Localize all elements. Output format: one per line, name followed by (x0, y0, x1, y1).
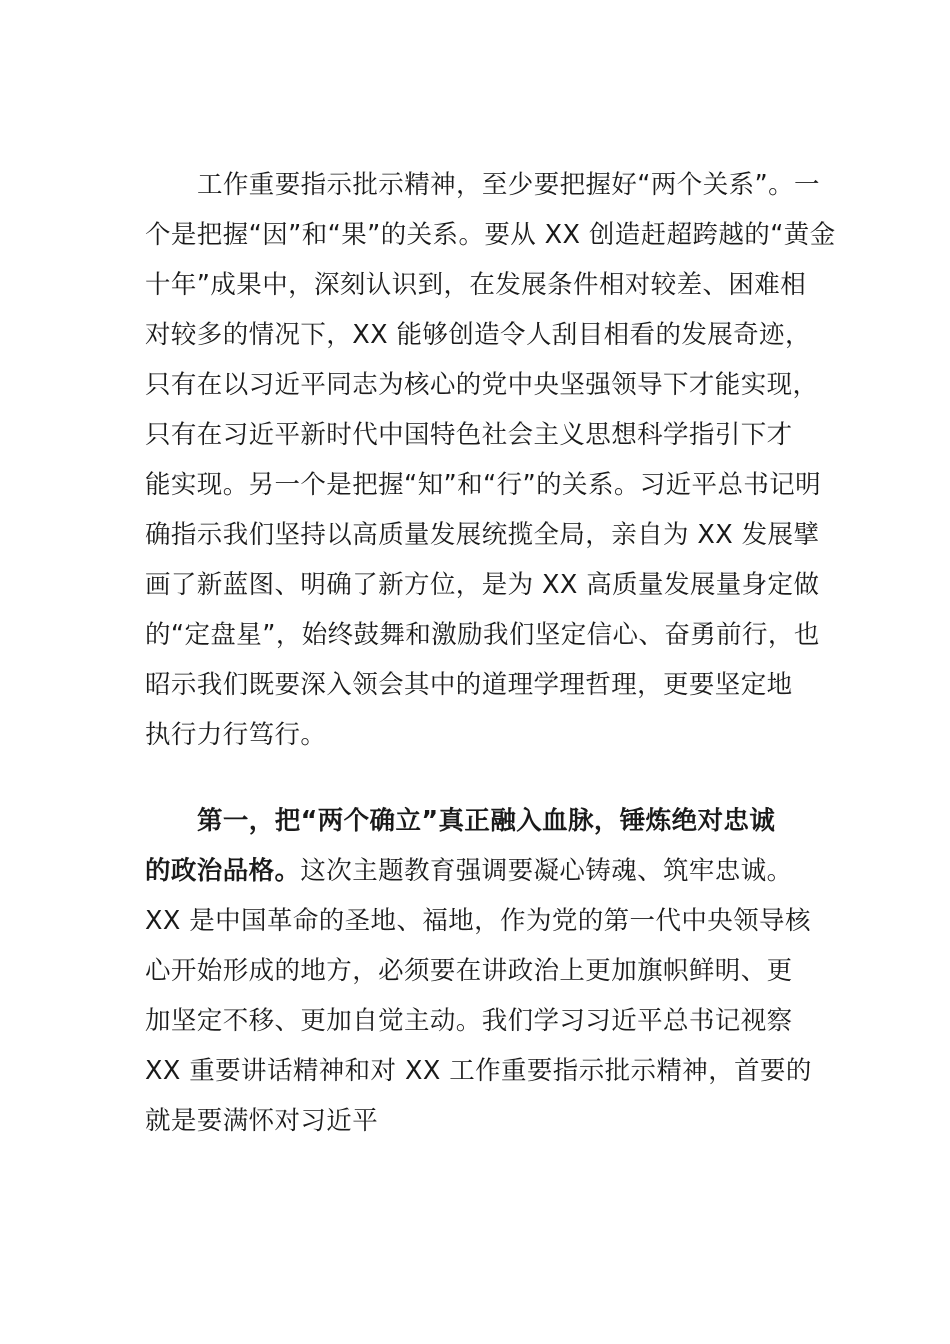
paragraph-2 (145, 796, 815, 1146)
section-heading: 第一，把“两个确立”真正融入血脉，锤炼绝对忠诚 (197, 806, 776, 836)
paragraph-line: 加坚定不移、更加自觉主动。我们学习习近平总书记视察 (145, 1006, 793, 1036)
section-heading-end: 的政治品格。 (145, 856, 301, 886)
paragraph-line: 只有在以习近平同志为核心的党中央坚强领导下才能实现， (145, 370, 819, 400)
paragraph-line: 就是要满怀对习近平 (145, 1106, 379, 1136)
paragraph-line: 画了新蓝图、明确了新方位，是为 XX 高质量发展量身定做 (145, 570, 820, 600)
paragraph-line: 执行力行笃行。 (145, 720, 327, 750)
paragraph-line: 能实现。另一个是把握“知”和“行”的关系。习近平总书记明 (145, 470, 822, 500)
paragraph-line: 对较多的情况下，XX 能够创造令人刮目相看的发展奇迹， (145, 320, 811, 350)
paragraph-line: 的“定盘星”，始终鼓舞和激励我们坚定信心、奋勇前行，也 (145, 620, 820, 650)
paragraph-text: 这次主题教育强调要凝心铸魂、筑牢忠诚。 (300, 856, 793, 886)
paragraph-line: 确指示我们坚持以高质量发展统揽全局，亲自为 XX 发展擘 (145, 520, 820, 550)
paragraph-line: 工作重要指示批示精神，至少要把握好“两个关系”。一 (197, 170, 820, 200)
paragraph-line: XX 是中国革命的圣地、福地，作为党的第一代中央领导核 (145, 906, 811, 936)
paragraph-line: 个是把握“因”和“果”的关系。要从 XX 创造赶超跨越的“黄金 (145, 220, 836, 250)
paragraph-line: 心开始形成的地方，必须要在讲政治上更加旗帜鲜明、更 (145, 956, 793, 986)
paragraph-line: 只有在习近平新时代中国特色社会主义思想科学指引下才 (145, 420, 793, 450)
paragraph-line: 十年”成果中，深刻认识到，在发展条件相对较差、困难相 (145, 270, 807, 300)
paragraph-line (145, 846, 815, 896)
paragraph-line: XX 重要讲话精神和对 XX 工作重要指示批示精神，首要的 (145, 1056, 812, 1086)
paragraph-1 (145, 160, 836, 760)
paragraph-line: 昭示我们既要深入领会其中的道理学理哲理，更要坚定地 (145, 670, 793, 700)
